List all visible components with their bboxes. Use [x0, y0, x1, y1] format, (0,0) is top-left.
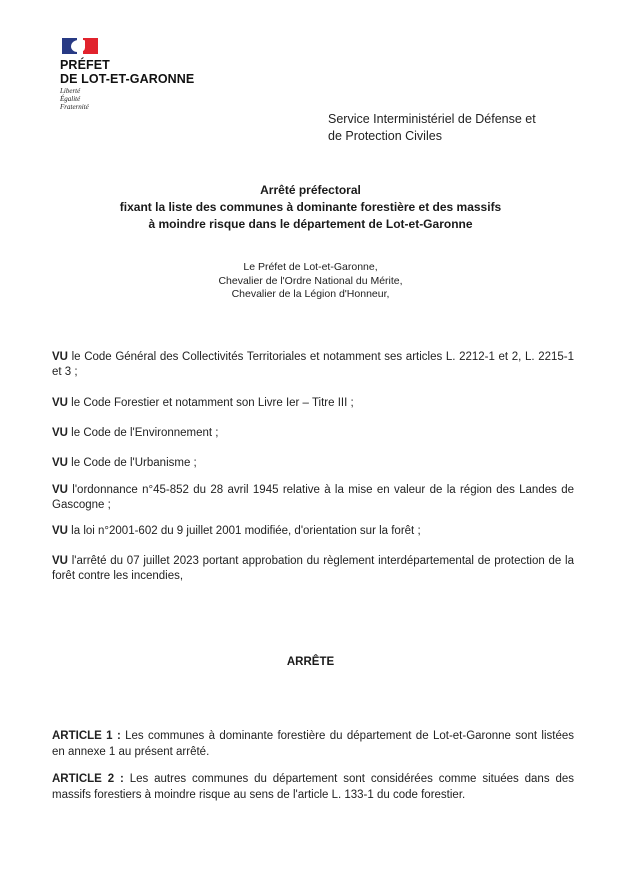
article-paragraph — [52, 728, 574, 760]
prefecture-name — [60, 58, 210, 86]
visa-paragraph — [52, 350, 574, 380]
visa-text: le Code de l'Environnement ; — [67, 427, 219, 439]
article-text: Les autres communes du département sont considérées comme situées dans des massifs forestiers à moindre risque au sens de l'article L. 133-1 du code forestier. — [52, 773, 574, 801]
visa-text: l'ordonnance n°45-852 du 28 avril 1945 relative à la mise en valeur de la région des Landes de Gascogne ; — [52, 484, 574, 511]
visa-text: le Code Général des Collectivités Territoriales et notamment ses articles L. 2212-1 et 2, L. 2215-1 et 3 ; — [52, 351, 574, 378]
article-paragraph — [52, 771, 574, 803]
visa-paragraph — [52, 396, 574, 411]
title-line: à moindre risque dans le département de Lot-et-Garonne — [148, 217, 473, 231]
prefet-title-line: Le Préfet de Lot-et-Garonne, — [243, 261, 378, 273]
visa-paragraph — [52, 554, 574, 584]
visa-prefix: VU — [52, 484, 68, 496]
visa-paragraph — [52, 524, 574, 539]
republic-flag-icon — [62, 38, 98, 54]
visa-paragraph — [52, 483, 574, 513]
motto-line: Liberté — [60, 87, 81, 95]
service-line: de Protection Civiles — [328, 129, 442, 143]
prefecture-name-line: DE LOT-ET-GARONNE — [60, 72, 195, 86]
prefecture-name-line: PRÉFET — [60, 58, 110, 72]
title-line: fixant la liste des communes à dominante forestière et des massifs — [119, 200, 502, 214]
motto-line: Fraternité — [60, 103, 89, 111]
article-label: ARTICLE 1 : — [52, 730, 121, 742]
visa-prefix: VU — [52, 525, 68, 537]
prefet-titles — [0, 261, 621, 302]
prefet-title-line: Chevalier de l'Ordre National du Mérite, — [218, 274, 403, 287]
visa-prefix: VU — [52, 457, 68, 469]
visa-prefix: VU — [52, 397, 68, 409]
visa-prefix: VU — [52, 351, 68, 363]
issuing-service — [328, 111, 536, 145]
title-line: Arrêté préfectoral — [260, 183, 361, 197]
visa-text: la loi n°2001-602 du 9 juillet 2001 modifiée, d'orientation sur la forêt ; — [67, 525, 421, 537]
republic-motto — [60, 87, 210, 111]
visa-prefix: VU — [52, 427, 68, 439]
service-line: Service Interministériel de Défense et — [328, 112, 536, 126]
motto-line: Égalité — [60, 95, 81, 103]
visa-prefix: VU — [52, 555, 68, 567]
visa-paragraph — [52, 426, 574, 441]
visa-text: le Code Forestier et notamment son Livre Ier – Titre III ; — [67, 397, 354, 409]
prefet-title-line: Chevalier de la Légion d'Honneur, — [231, 288, 390, 300]
visa-paragraph — [52, 456, 574, 471]
visa-text: le Code de l'Urbanisme ; — [67, 457, 197, 469]
visa-text: l'arrêté du 07 juillet 2023 portant approbation du règlement interdépartemental de protection de la forêt contre les incendies, — [52, 555, 574, 582]
document-title — [0, 182, 621, 233]
article-text: Les communes à dominante forestière du département de Lot-et-Garonne sont listées en annexe 1 au présent arrêté. — [52, 730, 574, 758]
article-label: ARTICLE 2 : — [52, 773, 124, 785]
prefecture-logo — [60, 38, 210, 111]
arrete-heading: ARRÊTE — [286, 656, 335, 668]
